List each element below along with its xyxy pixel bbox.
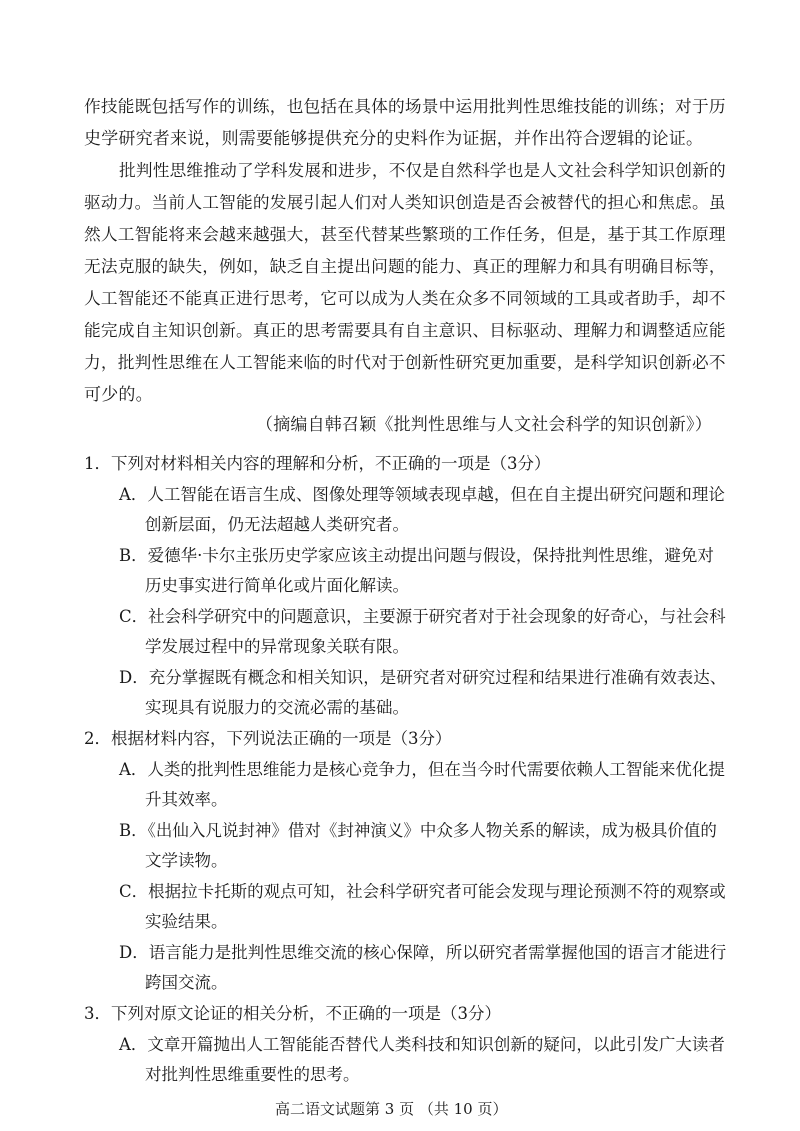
option-b-cont: 文学读物。	[145, 851, 228, 870]
option-c: C．根据拉卡托斯的观点可知，社会科学研究者可能会发现与理论预测不符的观察或	[119, 882, 726, 901]
passage-line: 驱动力。当前人工智能的发展引起人们对人类知识创造是否会被替代的担心和焦虑。虽	[84, 193, 726, 212]
option-a: A．人工智能在语言生成、图像处理等领域表现卓越，但在自主提出研究问题和理论	[119, 485, 725, 504]
option-b: B．爱德华·卡尔主张历史学家应该主动提出问题与假设，保持批判性思维，避免对	[119, 546, 714, 565]
passage-line: 可少的。	[84, 385, 153, 405]
page-footer: 高二语文试题第 3 页 （共 10 页）	[275, 1100, 508, 1118]
passage-line: 无法克服的缺失，例如，缺乏自主提出问题的能力、真正的理解力和具有明确目标等，	[84, 257, 726, 276]
option-c: C．社会科学研究中的问题意识，主要源于研究者对于社会现象的好奇心，与社会科	[119, 607, 726, 626]
question-stem: 2．根据材料内容，下列说法正确的一项是（3分）	[84, 729, 452, 748]
passage-line: 然人工智能将来会越来越强大，甚至代替某些繁琐的工作任务，但是，基于其工作原理	[84, 225, 726, 244]
option-a-cont: 创新层面，仍无法超越人类研究者。	[145, 515, 409, 534]
option-d-cont: 跨国交流。	[145, 973, 228, 992]
passage-line: 作技能既包括写作的训练，也包括在具体的场景中运用批判性思维技能的训练；对于历	[84, 97, 726, 116]
option-a: A．人类的批判性思维能力是核心竞争力，但在当今时代需要依赖人工智能来优化提	[119, 760, 725, 779]
passage-line: 力，批判性思维在人工智能来临的时代对于创新性研究更加重要，是科学知识创新必不	[84, 353, 726, 372]
question-stem: 1．下列对材料相关内容的理解和分析，不正确的一项是（3分）	[84, 454, 551, 473]
option-b: B．《出仙入凡说封神》借对《封神演义》中众多人物关系的解读，成为极具价值的	[119, 821, 717, 840]
passage-line: 能完成自主知识创新。真正的思考需要具有自主意识、目标驱动、理解力和调整适应能	[84, 321, 726, 340]
option-a-cont: 升其效率。	[145, 790, 228, 809]
question-stem: 3．下列对原文论证的相关分析，不正确的一项是（3分）	[84, 1004, 501, 1023]
passage-line: 批判性思维推动了学科发展和进步，不仅是自然科学也是人文社会科学知识创新的	[119, 161, 726, 180]
option-d: D．语言能力是批判性思维交流的核心保障，所以研究者需掌握他国的语言才能进行	[119, 943, 727, 962]
passage-line: 史学研究者来说，则需要能够提供充分的史料作为证据，并作出符合逻辑的论证。	[84, 129, 704, 149]
option-c-cont: 学发展过程中的异常现象关联有限。	[145, 637, 409, 656]
option-d-cont: 实现具有说服力的交流必需的基础。	[145, 698, 409, 717]
passage-line: 人工智能还不能真正进行思考，它可以成为人类在众多不同领域的工具或者助手，却不	[84, 289, 726, 308]
passage-source: （摘编自韩召颖《批判性思维与人文社会科学的知识创新》）	[256, 415, 712, 435]
option-a-cont: 对批判性思维重要性的思考。	[145, 1065, 360, 1084]
option-d: D．充分掌握既有概念和相关知识，是研究者对研究过程和结果进行准确有效表达、	[119, 668, 727, 687]
option-b-cont: 历史事实进行简单化或片面化解读。	[145, 576, 409, 595]
option-a: A．文章开篇抛出人工智能能否替代人类科技和知识创新的疑问，以此引发广大读者	[119, 1035, 725, 1054]
option-c-cont: 实验结果。	[145, 912, 228, 931]
